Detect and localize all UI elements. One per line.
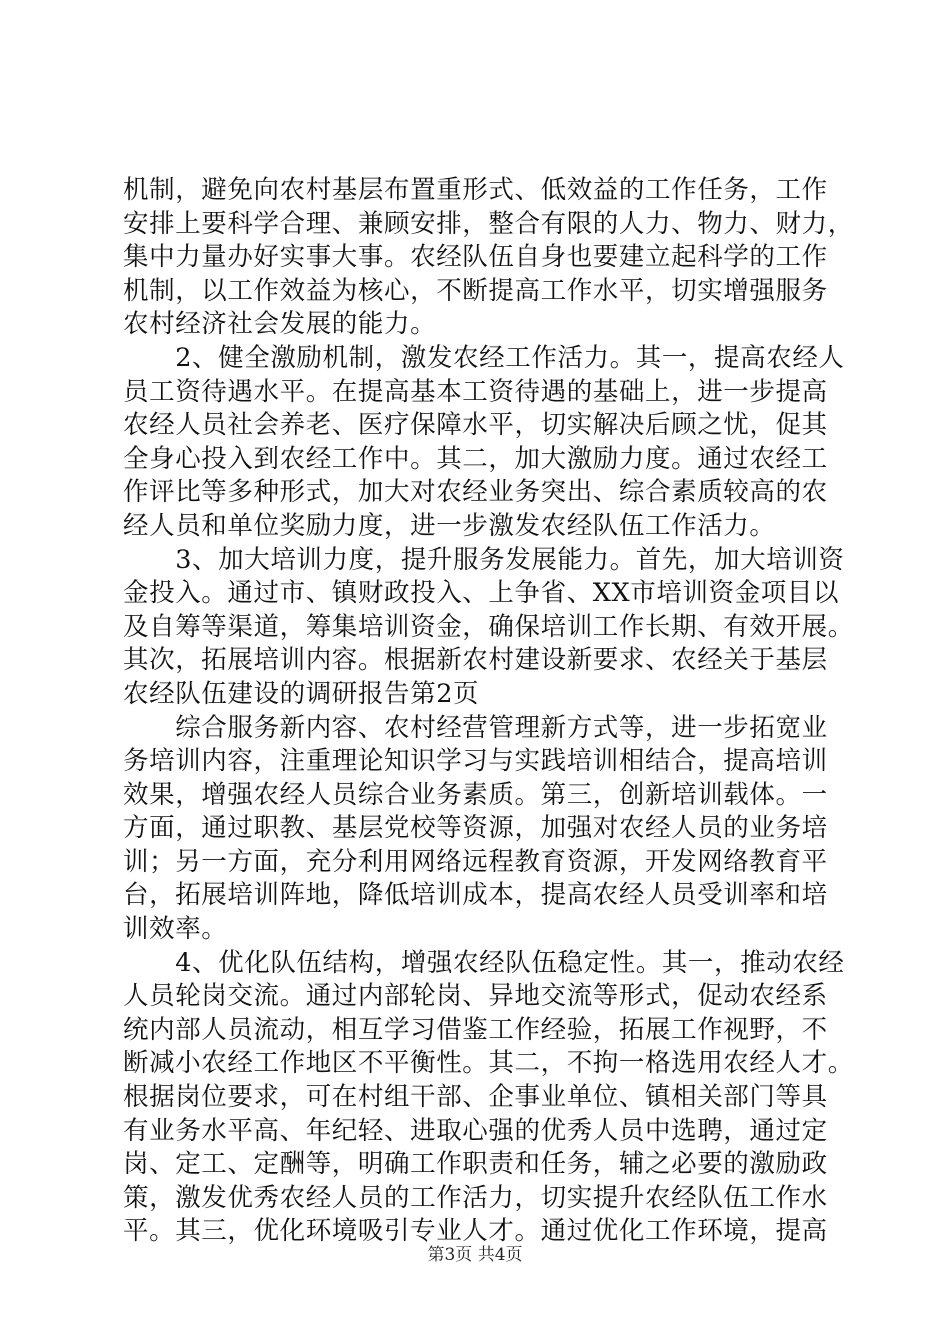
page-number-footer: 第3页 共4页 — [427, 1245, 523, 1265]
text-line: 3、加大培训力度，提升服务发展能力。首先，加大培训资 — [123, 544, 845, 575]
text-line: 4、优化队伍结构，增强农经队伍稳定性。其一，推动农经 — [123, 947, 845, 978]
text-line: 经人员和单位奖励力度，进一步激发农经队伍工作活力。 — [123, 510, 776, 541]
text-line: 2、健全激励机制，激发农经工作活力。其一，提高农经人 — [123, 342, 845, 373]
text-line: 机制，以工作效益为核心，不断提高工作水平，切实增强服务 — [123, 275, 828, 306]
text-line: 集中力量办好实事大事。农经队伍自身也要建立起科学的工作 — [123, 242, 828, 273]
text-line: 平。其三，优化环境吸引专业人才。通过优化工作环境，提高 — [123, 1216, 828, 1247]
document-body — [123, 174, 854, 1249]
text-line: 务培训内容，注重理论知识学习与实践培训相结合，提高培训 — [123, 746, 828, 777]
text-line: 农村经济社会发展的能力。 — [123, 309, 437, 340]
text-line: 根据岗位要求，可在村组干部、企事业单位、镇相关部门等具 — [123, 1082, 828, 1113]
text-line: 统内部人员流动，相互学习借鉴工作经验，拓展工作视野，不 — [123, 1014, 828, 1045]
text-line: 其次，拓展培训内容。根据新农村建设新要求、农经关于基层 — [123, 645, 828, 676]
text-line: 机制，避免向农村基层布置重形式、低效益的工作任务，工作 — [123, 175, 828, 205]
text-line: 策，激发优秀农经人员的工作活力，切实提升农经队伍工作水 — [123, 1182, 828, 1213]
text-line: 金投入。通过市、镇财政投入、上争省、XX市培训资金项目以 — [123, 578, 840, 609]
text-line: 有业务水平高、年纪轻、进取心强的优秀人员中选聘，通过定 — [123, 1115, 828, 1146]
text-line: 及自筹等渠道，筹集培训资金，确保培训工作长期、有效开展。 — [123, 611, 854, 642]
text-line: 作评比等多种形式，加大对农经业务突出、综合素质较高的农 — [123, 477, 828, 508]
text-line: 人员轮岗交流。通过内部轮岗、异地交流等形式，促动农经系 — [123, 981, 828, 1012]
text-line: 农经队伍建设的调研报告第2页 — [123, 678, 480, 709]
text-line: 效果，增强农经人员综合业务素质。第三，创新培训载体。一 — [123, 779, 828, 810]
text-line: 岗、定工、定酬等，明确工作职责和任务，辅之必要的激励政 — [123, 1149, 828, 1180]
text-line: 训；另一方面，充分利用网络远程教育资源，开发网络教育平 — [123, 846, 828, 877]
text-line: 安排上要科学合理、兼顾安排，整合有限的人力、物力、财力， — [123, 208, 854, 239]
text-line: 员工资待遇水平。在提高基本工资待遇的基础上，进一步提高 — [123, 376, 828, 407]
text-line: 综合服务新内容、农村经营管理新方式等，进一步拓宽业 — [123, 712, 828, 743]
text-line: 断减小农经工作地区不平衡性。其二，不拘一格选用农经人才。 — [123, 1048, 854, 1079]
text-line: 方面，通过职教、基层党校等资源，加强对农经人员的业务培 — [123, 813, 828, 844]
text-line: 全身心投入到农经工作中。其二，加大激励力度。通过农经工 — [123, 443, 828, 474]
text-line: 农经人员社会养老、医疗保障水平，切实解决后顾之忧，促其 — [123, 410, 828, 441]
text-line: 训效率。 — [123, 914, 228, 945]
text-line: 台，拓展培训阵地，降低培训成本，提高农经人员受训率和培 — [123, 880, 828, 911]
